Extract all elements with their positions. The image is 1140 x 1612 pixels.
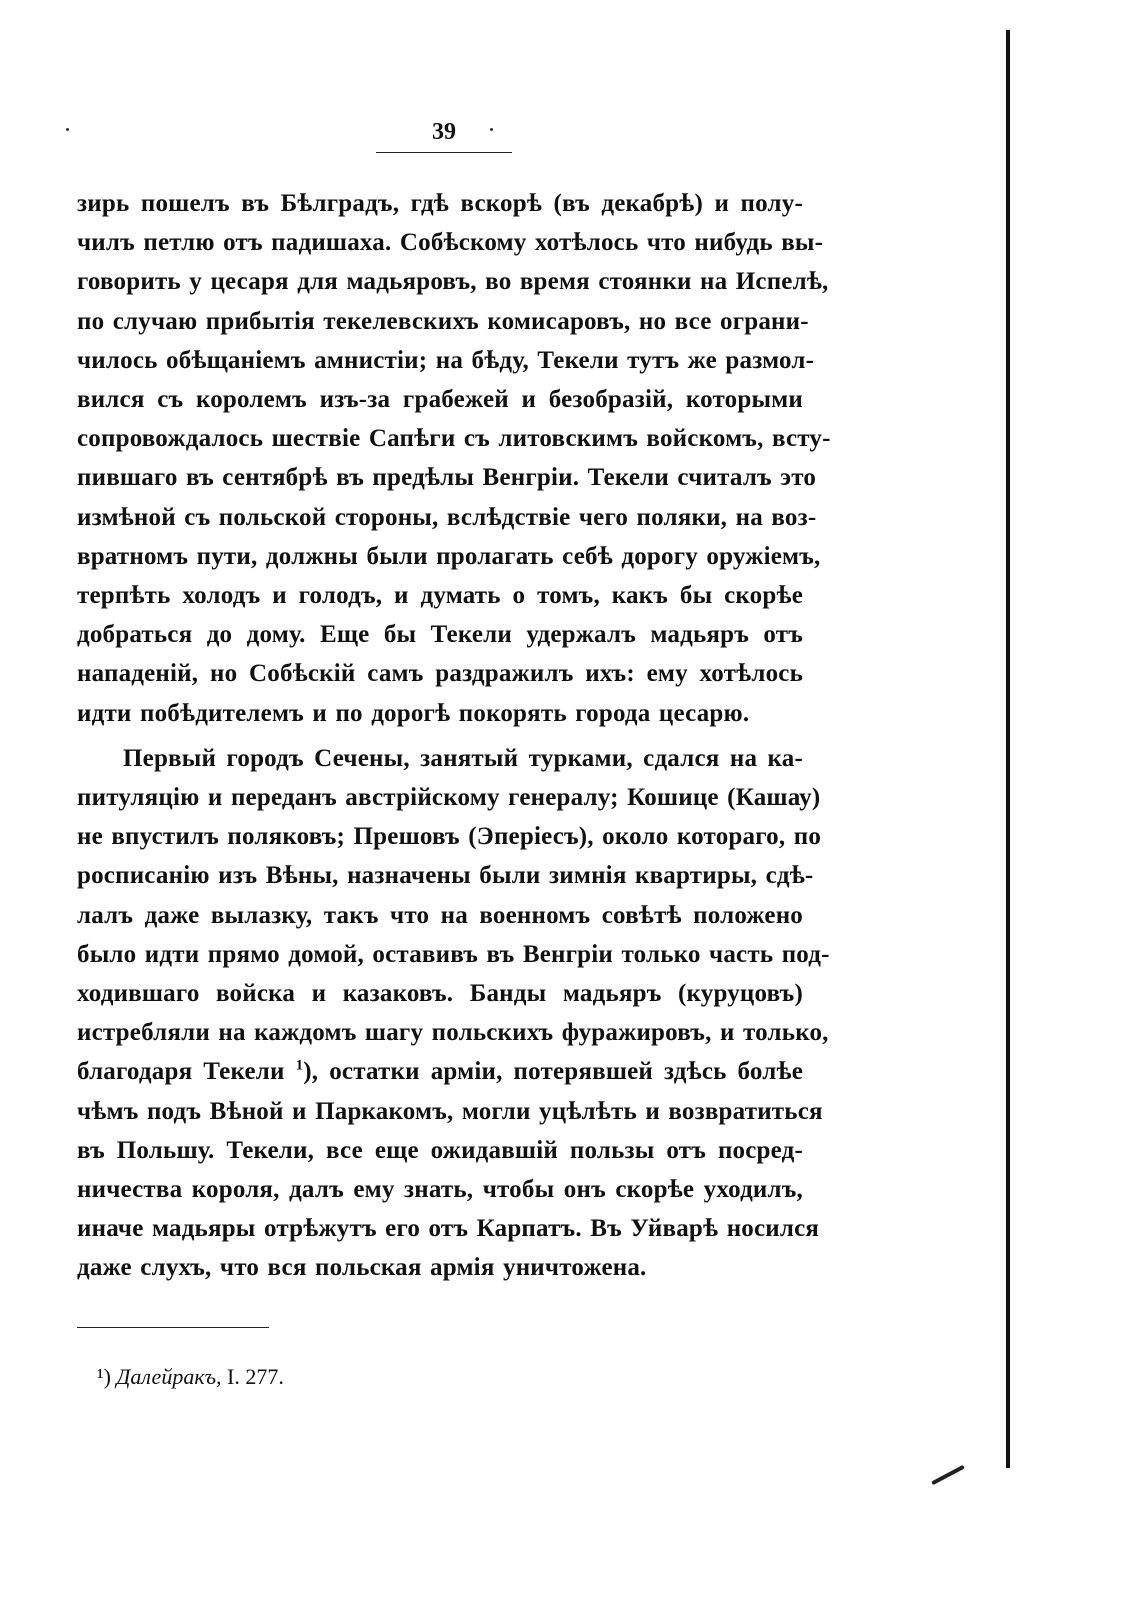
text-line: истребляли на каждомъ шагу польскихъ фуражировъ, и только, — [77, 1019, 829, 1047]
text-line: сопровождалось шествіе Сапѣги съ литовскимъ войскомъ, всту- — [77, 425, 831, 453]
text-line: вратномъ пути, должны были пролагать себѣ дорогу оружіемъ, — [77, 542, 821, 570]
footnote-marker: ¹) — [97, 1364, 111, 1389]
text-line: идти побѣдителемъ и по дорогѣ покорять города цесарю. — [77, 699, 750, 727]
text-line-with-footnote-ref — [77, 1052, 803, 1091]
text-line: въ Польшу. Текели, все еще ожидавшій пользы отъ посред- — [77, 1136, 803, 1164]
scan-speck — [66, 128, 69, 131]
paragraph-1 — [77, 184, 831, 733]
pencil-mark — [931, 1465, 965, 1485]
text-line-part: благодаря Текели — [77, 1058, 285, 1086]
text-line: терпѣть холодъ и голодъ, и думать о томъ, какъ бы скорѣе — [77, 582, 803, 610]
text-line: чилъ петлю отъ падишаха. Собѣскому хотѣлось что нибудь вы- — [77, 229, 824, 257]
text-line: ничества короля, далъ ему знать, чтобы онъ скорѣе уходилъ, — [77, 1176, 803, 1204]
text-line: росписанію изъ Вѣны, назначены были зимнія квартиры, сдѣ- — [77, 862, 814, 890]
paragraph-2 — [77, 739, 830, 1288]
footnote-separator — [77, 1327, 269, 1328]
page-number: 39 — [432, 119, 456, 145]
scan-margin-line — [1006, 30, 1010, 1468]
page-number-rule — [376, 152, 512, 153]
text-line: было идти прямо домой, оставивъ въ Венгріи только часть под- — [77, 940, 830, 968]
text-line: ходившаго войска и казаковъ. Банды мадьяръ (куруцовъ) — [77, 980, 803, 1008]
text-line-part: ), остатки арміи, потерявшей здѣсь болѣе — [303, 1058, 803, 1086]
text-line: иначе мадьяры отрѣжутъ его отъ Карпатъ. Въ Уйварѣ носился — [77, 1215, 820, 1243]
body-text — [77, 184, 831, 1288]
text-line: нападеній, но Собѣскій самъ раздражилъ ихъ: ему хотѣлось — [77, 660, 803, 688]
text-line: не впустилъ поляковъ; Прешовъ (Эперіесъ), около котораго, по — [77, 823, 822, 851]
text-line: измѣной съ польской стороны, вслѣдствіе чего поляки, на воз- — [77, 503, 817, 531]
text-line: добраться до дому. Еще бы Текели удержалъ мадьяръ отъ — [77, 621, 803, 649]
text-line: питуляцію и переданъ австрійскому генералу; Кошице (Кашау) — [77, 784, 821, 812]
text-line: вился съ королемъ изъ-за грабежей и безобразій, которыми — [77, 386, 803, 414]
text-line: чѣмъ подъ Вѣной и Паркакомъ, могли уцѣлѣть и возвратиться — [77, 1097, 823, 1125]
text-line: говорить у цесаря для мадьяровъ, во время стоянки на Испелѣ, — [77, 268, 829, 296]
footnote — [97, 1364, 284, 1390]
footnote-reference-text: I. 277. — [227, 1364, 284, 1389]
text-line: зирь пошелъ въ Бѣлградъ, гдѣ вскорѣ (въ декабрѣ) и полу- — [77, 190, 803, 217]
text-line: лалъ даже вылазку, такъ что на военномъ совѣтѣ положено — [77, 901, 803, 929]
footnote-reference[interactable]: 1 — [295, 1058, 304, 1075]
text-line: пившаго въ сентябрѣ въ предѣлы Венгріи. Текели считалъ это — [77, 464, 817, 492]
text-line: даже слухъ, что вся польская армія уничтожена. — [77, 1254, 647, 1282]
text-line: по случаю прибытія текелевскихъ комисаровъ, но все ограни- — [77, 307, 809, 335]
footnote-work-title: Далейракъ, — [116, 1364, 222, 1389]
text-line-indented — [77, 739, 803, 778]
text-line-content: Первый городъ Сечены, занятый турками, сдался на ка- — [123, 744, 803, 772]
text-line: чилось обѣщаніемъ амнистіи; на бѣду, Текели тутъ же размол- — [77, 346, 815, 374]
scan-speck — [490, 128, 493, 131]
